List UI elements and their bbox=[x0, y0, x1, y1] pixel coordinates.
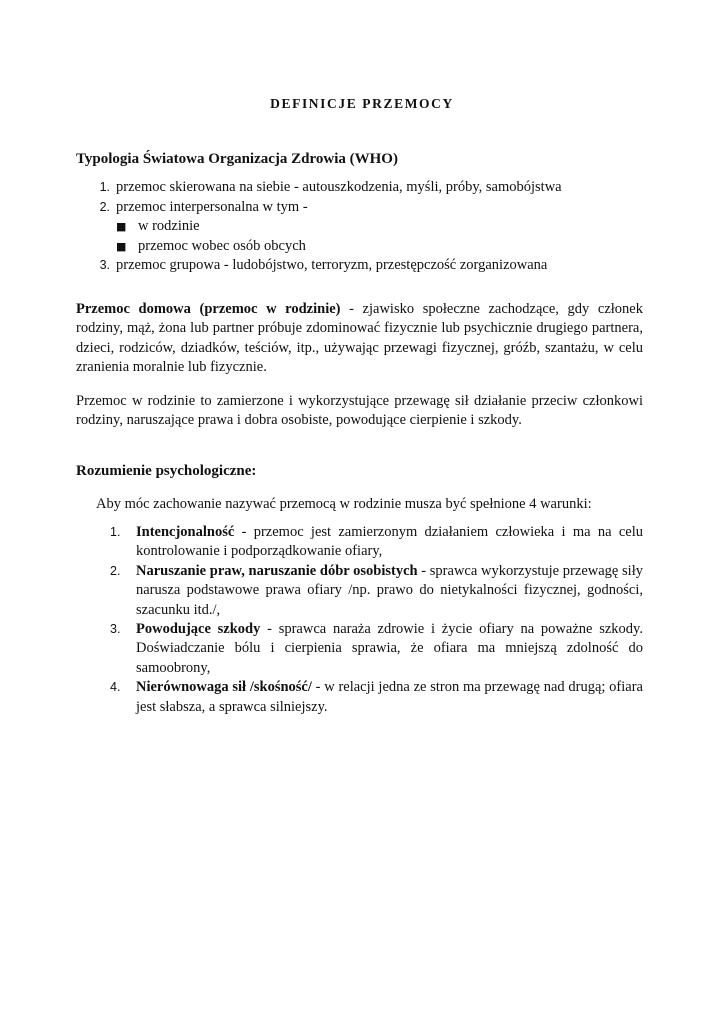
list-number: 3. bbox=[110, 622, 121, 637]
square-bullet-icon: ■ bbox=[116, 239, 127, 253]
condition-term: Naruszanie praw, naruszanie dóbr osobistych bbox=[136, 562, 418, 579]
list-item bbox=[76, 256, 656, 276]
list-number: 4. bbox=[110, 680, 121, 695]
list-item bbox=[110, 562, 643, 620]
list-number: 3. bbox=[99, 258, 110, 272]
list-item-text bbox=[136, 562, 643, 620]
list-item-text bbox=[136, 620, 643, 678]
list-item bbox=[76, 198, 656, 218]
who-list bbox=[76, 178, 656, 276]
domestic-second-paragraph: Przemoc w rodzinie to zamierzone i wykorzystujące przewagę sił działanie przeciw członkowi rodziny, naruszające prawa i dobra osobiste, powodujące cierpienie i szkody. bbox=[76, 393, 643, 429]
sub-list-item-text: przemoc wobec osób obcych bbox=[138, 237, 306, 254]
conditions-list bbox=[110, 523, 643, 717]
domestic-term: Przemoc domowa (przemoc w rodzinie) bbox=[76, 301, 341, 317]
list-item-text: przemoc grupowa - ludobójstwo, terroryzm, przestępczość zorganizowana bbox=[116, 257, 548, 273]
list-item bbox=[110, 678, 643, 717]
list-item bbox=[76, 178, 656, 198]
sub-list-item-text: w rodzinie bbox=[138, 218, 200, 234]
list-number: 2. bbox=[99, 199, 110, 214]
condition-term: Nierównowaga sił /skośność/ bbox=[136, 679, 312, 696]
condition-term: Powodujące szkody bbox=[136, 621, 261, 638]
page-title: DEFINICJE PRZEMOCY bbox=[270, 96, 454, 111]
condition-text: - w relacji jedna ze stron ma przewagę nad drugą; ofiara jest słabsza, a sprawca silniejszy. bbox=[136, 679, 643, 715]
sub-list-item bbox=[76, 217, 656, 237]
square-bullet-icon: ■ bbox=[116, 220, 127, 233]
list-number: 2. bbox=[110, 563, 121, 578]
psych-intro: Aby móc zachowanie nazywać przemocą w rodzinie musza być spełnione 4 warunki: bbox=[96, 496, 592, 512]
domestic-definition-paragraph bbox=[76, 300, 643, 378]
condition-term: Intencjonalność bbox=[136, 524, 235, 540]
list-item-text bbox=[136, 678, 643, 717]
list-number: 1. bbox=[110, 525, 121, 539]
list-item-text: przemoc skierowana na siebie - autouszkodzenia, myśli, próby, samobójstwa bbox=[116, 179, 562, 195]
list-item-text bbox=[136, 523, 643, 562]
list-item bbox=[110, 523, 643, 562]
list-item-text: przemoc interpersonalna w tym - bbox=[116, 198, 308, 215]
sub-list-item bbox=[76, 237, 656, 257]
list-number: 1. bbox=[99, 180, 110, 194]
who-heading: Typologia Światowa Organizacja Zdrowia (WHO) bbox=[76, 151, 398, 167]
psych-heading: Rozumienie psychologiczne: bbox=[76, 463, 257, 479]
condition-text: - przemoc jest zamierzonym działaniem człowieka i ma na celu kontrolowanie i podporządkowanie ofiary, bbox=[136, 524, 643, 560]
list-item bbox=[110, 620, 643, 678]
condition-text: - sprawca wykorzystuje przewagę siły narusza podstawowe prawa ofiary /np. prawo do nietykalności fizycznej, godności, szacunku itd./, bbox=[136, 562, 643, 618]
domestic-definition: - zjawisko społeczne zachodzące, gdy członek rodziny, mąż, żona lub partner próbuje zdominować fizycznie lub psychicznie drugiego partnera, dzieci, rodziców, dziadków, teściów, itp., używając przewagi fizycznej, gróźb, szantażu, w celu zranienia moralnie lub fizycznie. bbox=[76, 301, 643, 376]
condition-text: - sprawca naraża zdrowie i życie ofiary na poważne szkody. Doświadczanie bólu i cierpienia sprawia, że ofiara ma mniejszą zdolność do samoobrony, bbox=[136, 621, 643, 676]
